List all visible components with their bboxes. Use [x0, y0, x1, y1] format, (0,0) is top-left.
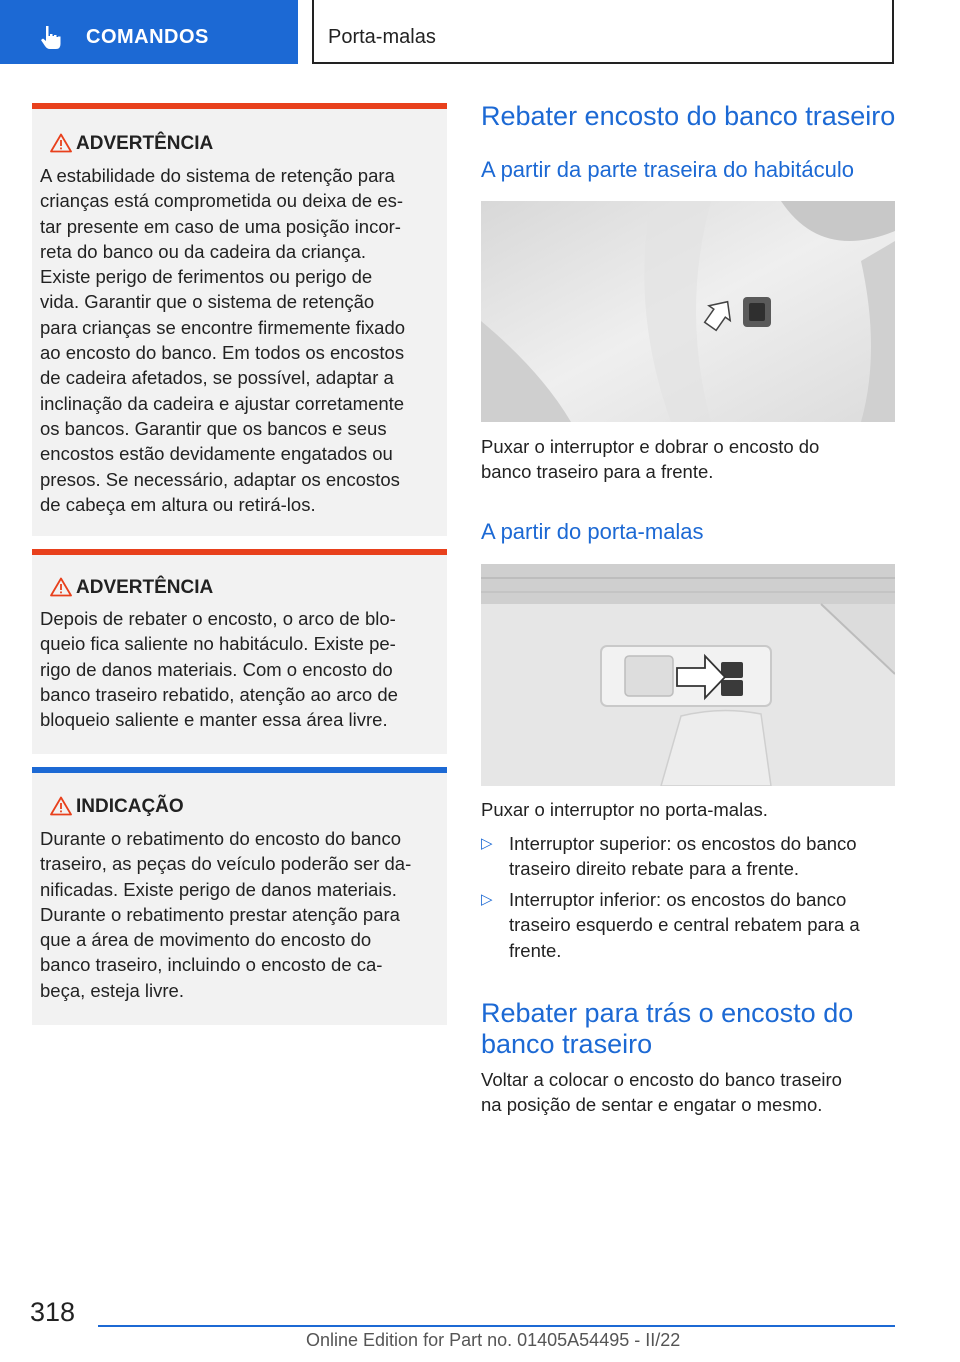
text-line: frente.: [509, 939, 562, 961]
text-line: Existe perigo de ferimentos ou perigo de: [40, 266, 373, 288]
warning-title: ADVERTÊNCIA: [76, 577, 214, 598]
notice-title: INDICAÇÃO: [76, 796, 184, 817]
heading-fold-rear-seat: Rebater encosto do banco traseiro: [481, 101, 896, 131]
topic-box: [312, 0, 894, 64]
triangle-bullet-icon: ▷: [481, 835, 493, 852]
text-line: beça, esteja livre.: [40, 979, 184, 1001]
warning-title: ADVERTÊNCIA: [76, 133, 214, 154]
text-line: Interruptor superior: os encostos do banco: [509, 833, 857, 854]
triangle-bullet-icon: ▷: [481, 891, 493, 908]
notice-bar: [32, 767, 447, 773]
hand-pointer-icon: [38, 24, 64, 50]
text-line: tar presente em caso de uma posição incor-: [40, 215, 401, 237]
topic-title: Porta-malas: [328, 26, 436, 48]
text-line: para crianças se encontre firmemente fixado: [40, 316, 406, 338]
text-line: traseiro direito rebate para a frente.: [509, 858, 799, 880]
warning-triangle-icon: [50, 133, 72, 153]
warning-triangle-icon: [50, 796, 72, 816]
text-line: que a área de movimento do encosto do: [40, 929, 372, 951]
warning-box-2: [32, 549, 447, 754]
text-line: banco traseiro rebatido, atenção ao arco de: [40, 683, 398, 705]
warning-bar: [32, 549, 447, 555]
paragraph-fold-back: [481, 1067, 895, 1118]
text-line: Interruptor inferior: os encostos do banco: [509, 889, 847, 910]
footer-edition: Online Edition for Part no. 01405A54495 - II/22: [306, 1330, 681, 1350]
warning-bar: [32, 103, 447, 109]
subheading-from-trunk: A partir do porta-malas: [481, 519, 704, 544]
caption-trunk: Puxar o interruptor no porta-malas.: [481, 799, 768, 820]
page-header: [0, 0, 960, 66]
text-line: os bancos. Garantir que os bancos e seus: [40, 417, 387, 439]
text-line: Durante o rebatimento do encosto do banco: [40, 828, 401, 849]
text-line: Puxar o interruptor e dobrar o encosto do: [481, 436, 820, 457]
text-line: crianças está comprometida ou deixa de es-: [40, 190, 403, 212]
page-number: 318: [30, 1297, 76, 1327]
footer-divider: [98, 1325, 895, 1327]
text-line: reta do banco ou da cadeira da criança.: [40, 240, 367, 262]
text-line: vida. Garantir que o sistema de retenção: [40, 291, 375, 313]
notice-text: [40, 826, 445, 1003]
bullet-text: [509, 887, 895, 963]
text-line: Depois de rebater o encosto, o arco de blo-: [40, 608, 396, 629]
photo-rear-seat-switch: [481, 201, 895, 422]
text-line: de cabeça em altura ou retirá-los.: [40, 493, 316, 515]
text-line: nificadas. Existe perigo de danos materiais.: [40, 878, 397, 900]
text-line: banco traseiro: [481, 1029, 653, 1059]
text-line: traseiro esquerdo e central rebatem para a: [509, 914, 860, 936]
section-title: COMANDOS: [86, 26, 209, 48]
text-line: presos. Se necessário, adaptar os encostos: [40, 468, 400, 490]
seat-switch-illustration: [481, 201, 895, 422]
text-line: traseiro, as peças do veículo poderão ser da-: [40, 853, 412, 875]
warning-box-1: [32, 103, 447, 536]
trunk-switch-illustration: [481, 564, 895, 786]
text-line: bloqueio saliente e manter essa área livre.: [40, 709, 388, 731]
warning-text: [40, 606, 445, 732]
text-line: Durante o rebatimento prestar atenção para: [40, 903, 400, 925]
section-tab: [0, 0, 298, 64]
bullet-text: [509, 831, 895, 882]
warning-text: [40, 163, 445, 517]
subheading-from-cabin: A partir da parte traseira do habitáculo: [481, 157, 855, 182]
warning-triangle-icon: [50, 577, 72, 597]
photo-trunk-switch: [481, 564, 895, 786]
caption-cabin: [481, 434, 895, 485]
text-line: ao encosto do banco. Em todos os encostos: [40, 342, 405, 364]
text-line: Voltar a colocar o encosto do banco traseiro: [481, 1069, 842, 1090]
text-line: banco traseiro para a frente.: [481, 461, 714, 483]
text-line: queio fica saliente no habitáculo. Existe pe-: [40, 633, 396, 655]
text-line: na posição de sentar e engatar o mesmo.: [481, 1094, 823, 1116]
text-line: encostos estão devidamente engatados ou: [40, 443, 393, 465]
text-line: banco traseiro, incluindo o encosto de ca-: [40, 954, 383, 976]
text-line: de cadeira afetados, se possível, adaptar a: [40, 367, 394, 389]
text-line: Rebater para trás o encosto do: [481, 998, 854, 1028]
text-line: rigo de danos materiais. Com o encosto do: [40, 658, 393, 680]
text-line: inclinação da cadeira e ajustar corretamente: [40, 392, 405, 414]
notice-box: [32, 767, 447, 1025]
text-line: A estabilidade do sistema de retenção para: [40, 165, 395, 186]
heading-fold-back: [481, 998, 853, 1060]
